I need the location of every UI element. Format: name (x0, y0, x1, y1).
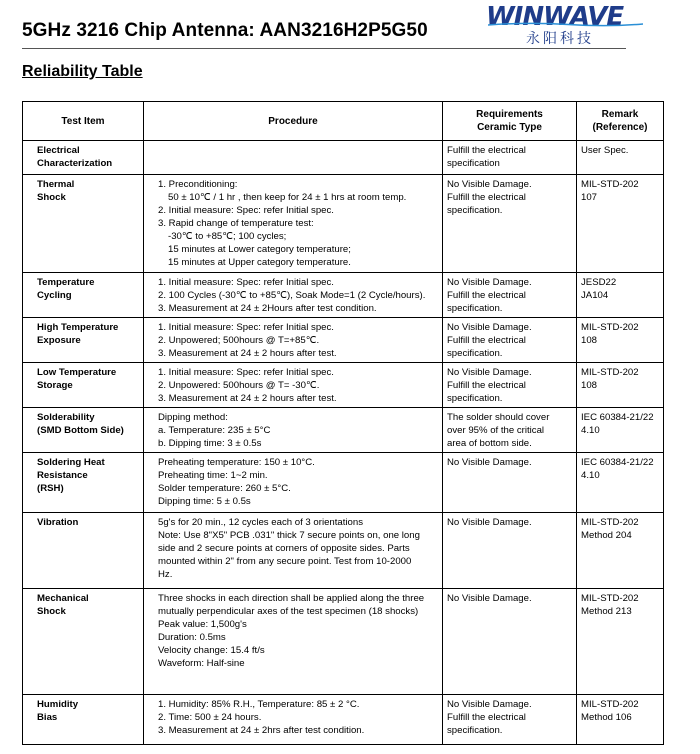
procedure-line: 2. Unpowered; 500hours @ T=+85℃. (158, 335, 320, 346)
requirements-line: Fulfill the electrical (447, 192, 526, 203)
requirements-cell (443, 175, 577, 273)
test-item-cell (23, 318, 144, 363)
test-item-line: Bias (37, 712, 58, 723)
remark-cell (577, 363, 664, 408)
logo-chinese-name: 永阳科技 (526, 31, 594, 47)
procedure-cell (144, 408, 443, 453)
procedure-line: -30℃ to +85℃; 100 cycles; (168, 231, 287, 242)
procedure-line: a. Temperature: 235 ± 5°C (158, 425, 271, 436)
remark-cell (577, 408, 664, 453)
test-item-line: Solderability (37, 412, 95, 423)
logo-wordmark: WINWAVE (486, 2, 624, 32)
header-divider (22, 48, 626, 49)
header-remark (577, 102, 664, 141)
procedure-cell (144, 273, 443, 318)
test-item-line: Shock (37, 606, 66, 617)
procedure-line: 50 ± 10℃ / 1 hr , then keep for 24 ± 1 hrs at room temp. (168, 192, 407, 203)
procedure-cell (144, 363, 443, 408)
test-item-cell (23, 513, 144, 589)
procedure-line: Hz. (158, 569, 173, 580)
remark-line: MIL-STD-202 (581, 322, 639, 333)
procedure-line: mutually perpendicular axes of the test specimen (18 shocks) (158, 606, 419, 617)
procedure-cell (144, 175, 443, 273)
requirements-cell (443, 695, 577, 745)
test-item-line: Low Temperature (37, 367, 117, 378)
test-item-line: Resistance (37, 470, 88, 481)
requirements-line: area of bottom side. (447, 438, 532, 449)
remark-line: 4.10 (581, 470, 600, 481)
remark-cell (577, 695, 664, 745)
procedure-line: 1. Preconditioning: (158, 179, 238, 190)
procedure-line: 1. Humidity: 85% R.H., Temperature: 85 ± 2 °C. (158, 699, 360, 710)
remark-line: Method 213 (581, 606, 632, 617)
document-title: 5GHz 3216 Chip Antenna: AAN3216H2P5G50 (22, 20, 428, 41)
table-row (23, 453, 664, 513)
procedure-line: 5g's for 20 min., 12 cycles each of 3 orientations (158, 517, 364, 528)
procedure-cell (144, 695, 443, 745)
remark-line: 107 (581, 192, 598, 203)
remark-line: Method 204 (581, 530, 632, 541)
remark-line: Method 106 (581, 712, 632, 723)
remark-cell (577, 175, 664, 273)
remark-cell (577, 513, 664, 589)
company-logo (486, 2, 644, 46)
procedure-line: Dipping method: (158, 412, 228, 423)
requirements-line: No Visible Damage. (447, 367, 532, 378)
table-header-row (23, 102, 664, 141)
test-item-line: Storage (37, 380, 73, 391)
requirements-line: No Visible Damage. (447, 699, 532, 710)
reliability-table (22, 101, 664, 745)
procedure-line: Preheating time: 1~2 min. (158, 470, 268, 481)
header-test-item: Test Item (23, 102, 144, 141)
test-item-line: Temperature (37, 277, 95, 288)
test-item-line: Soldering Heat (37, 457, 105, 468)
requirements-line: specification. (447, 393, 503, 404)
requirements-line: Fulfill the electrical (447, 290, 526, 301)
requirements-line: Fulfill the electrical (447, 380, 526, 391)
table-row (23, 695, 664, 745)
procedure-line: Three shocks in each direction shall be applied along the three (158, 593, 425, 604)
header-remark-line2: (Reference) (592, 122, 648, 133)
procedure-line: Note: Use 8"X5" PCB .031" thick 7 secure points on, one long (158, 530, 420, 541)
procedure-cell (144, 453, 443, 513)
procedure-line: Duration: 0.5ms (158, 632, 226, 643)
procedure-line: 3. Measurement at 24 ± 2Hours after test condition. (158, 303, 377, 314)
test-item-line: Mechanical (37, 593, 89, 604)
remark-line: 4.10 (581, 425, 600, 436)
procedure-line: Preheating temperature: 150 ± 10°C. (158, 457, 315, 468)
test-item-cell (23, 141, 144, 175)
remark-line: MIL-STD-202 (581, 699, 639, 710)
procedure-cell (144, 589, 443, 695)
requirements-cell (443, 273, 577, 318)
procedure-line: 1. Initial measure: Spec: refer Initial spec. (158, 322, 334, 333)
test-item-line: Shock (37, 192, 66, 203)
requirements-line: No Visible Damage. (447, 277, 532, 288)
procedure-cell (144, 141, 443, 175)
header-requirements (443, 102, 577, 141)
remark-line: JA104 (581, 290, 609, 301)
remark-line: JESD22 (581, 277, 617, 288)
procedure-line: side and 2 secure points at corners of opposite sides. Parts (158, 543, 410, 554)
table-row (23, 175, 664, 273)
requirements-line: specification (447, 158, 500, 169)
requirements-line: Fulfill the electrical (447, 335, 526, 346)
table-row (23, 318, 664, 363)
header-requirements-line1: Requirements (476, 109, 543, 120)
requirements-cell (443, 141, 577, 175)
test-item-cell (23, 408, 144, 453)
requirements-cell (443, 589, 577, 695)
procedure-line: 1. Initial measure: Spec: refer Initial spec. (158, 277, 334, 288)
requirements-cell (443, 318, 577, 363)
procedure-line: 2. Unpowered: 500hours @ T= -30℃. (158, 380, 320, 391)
test-item-cell (23, 589, 144, 695)
header-procedure: Procedure (144, 102, 443, 141)
test-item-line: Humidity (37, 699, 79, 710)
logo-swoosh-icon (488, 22, 643, 27)
remark-line: IEC 60384-21/22 (581, 457, 654, 468)
requirements-line: No Visible Damage. (447, 322, 532, 333)
table-row (23, 513, 664, 589)
requirements-line: The solder should cover (447, 412, 550, 423)
remark-line: 108 (581, 380, 598, 391)
test-item-line: Exposure (37, 335, 81, 346)
procedure-cell (144, 513, 443, 589)
test-item-cell (23, 363, 144, 408)
header-remark-line1: Remark (601, 109, 639, 120)
requirements-line: specification. (447, 205, 503, 216)
remark-line: MIL-STD-202 (581, 593, 639, 604)
table-row (23, 589, 664, 695)
test-item-cell (23, 453, 144, 513)
remark-line: User Spec. (581, 145, 629, 156)
procedure-line: 2. Initial measure: Spec: refer Initial spec. (158, 205, 334, 216)
table-row (23, 141, 664, 175)
table-row (23, 273, 664, 318)
requirements-line: over 95% of the critical (447, 425, 545, 436)
requirements-line: No Visible Damage. (447, 593, 532, 604)
section-title: Reliability Table (22, 63, 143, 80)
procedure-line: Peak value: 1,500g's (158, 619, 247, 630)
requirements-line: No Visible Damage. (447, 517, 532, 528)
requirements-line: specification. (447, 303, 503, 314)
table-row (23, 363, 664, 408)
requirements-cell (443, 408, 577, 453)
requirements-cell (443, 453, 577, 513)
table-row (23, 408, 664, 453)
test-item-line: (RSH) (37, 483, 64, 494)
test-item-cell (23, 695, 144, 745)
test-item-line: (SMD Bottom Side) (37, 425, 124, 436)
procedure-line: 1. Initial measure: Spec: refer Initial spec. (158, 367, 334, 378)
test-item-line: High Temperature (37, 322, 119, 333)
procedure-line: b. Dipping time: 3 ± 0.5s (158, 438, 262, 449)
requirements-cell (443, 363, 577, 408)
remark-line: 108 (581, 335, 598, 346)
procedure-line: 15 minutes at Lower category temperature; (168, 244, 351, 255)
header-requirements-line2: Ceramic Type (477, 122, 542, 133)
procedure-line: 3. Measurement at 24 ± 2 hours after test. (158, 393, 337, 404)
procedure-line: 3. Measurement at 24 ± 2hrs after test condition. (158, 725, 365, 736)
test-item-cell (23, 175, 144, 273)
remark-cell (577, 589, 664, 695)
procedure-line: Dipping time: 5 ± 0.5s (158, 496, 251, 507)
requirements-line: specification. (447, 348, 503, 359)
procedure-line: 3. Rapid change of temperature test: (158, 218, 314, 229)
procedure-line: Waveform: Half-sine (158, 658, 245, 669)
procedure-line: 2. Time: 500 ± 24 hours. (158, 712, 262, 723)
remark-line: MIL-STD-202 (581, 179, 639, 190)
test-item-cell (23, 273, 144, 318)
procedure-line: 3. Measurement at 24 ± 2 hours after test. (158, 348, 337, 359)
remark-line: MIL-STD-202 (581, 367, 639, 378)
procedure-line: 2. 100 Cycles (-30℃ to +85℃), Soak Mode=1 (2 Cycle/hours). (158, 290, 426, 301)
test-item-line: Thermal (37, 179, 75, 190)
remark-line: MIL-STD-202 (581, 517, 639, 528)
requirements-line: No Visible Damage. (447, 179, 532, 190)
procedure-line: Velocity change: 15.4 ft/s (158, 645, 265, 656)
test-item-line: Electrical (37, 145, 80, 156)
remark-cell (577, 273, 664, 318)
test-item-line: Characterization (37, 158, 113, 169)
remark-cell (577, 318, 664, 363)
procedure-line: Solder temperature: 260 ± 5°C. (158, 483, 291, 494)
procedure-line: 15 minutes at Upper category temperature. (168, 257, 351, 268)
remark-line: IEC 60384-21/22 (581, 412, 654, 423)
requirements-line: Fulfill the electrical (447, 145, 526, 156)
remark-cell (577, 141, 664, 175)
requirements-line: Fulfill the electrical (447, 712, 526, 723)
test-item-line: Vibration (37, 517, 79, 528)
requirements-line: No Visible Damage. (447, 457, 532, 468)
test-item-line: Cycling (37, 290, 72, 301)
procedure-cell (144, 318, 443, 363)
procedure-line: mounted within 2" from any secure point. Test from 10-2000 (158, 556, 412, 567)
remark-cell (577, 453, 664, 513)
requirements-cell (443, 513, 577, 589)
requirements-line: specification. (447, 725, 503, 736)
